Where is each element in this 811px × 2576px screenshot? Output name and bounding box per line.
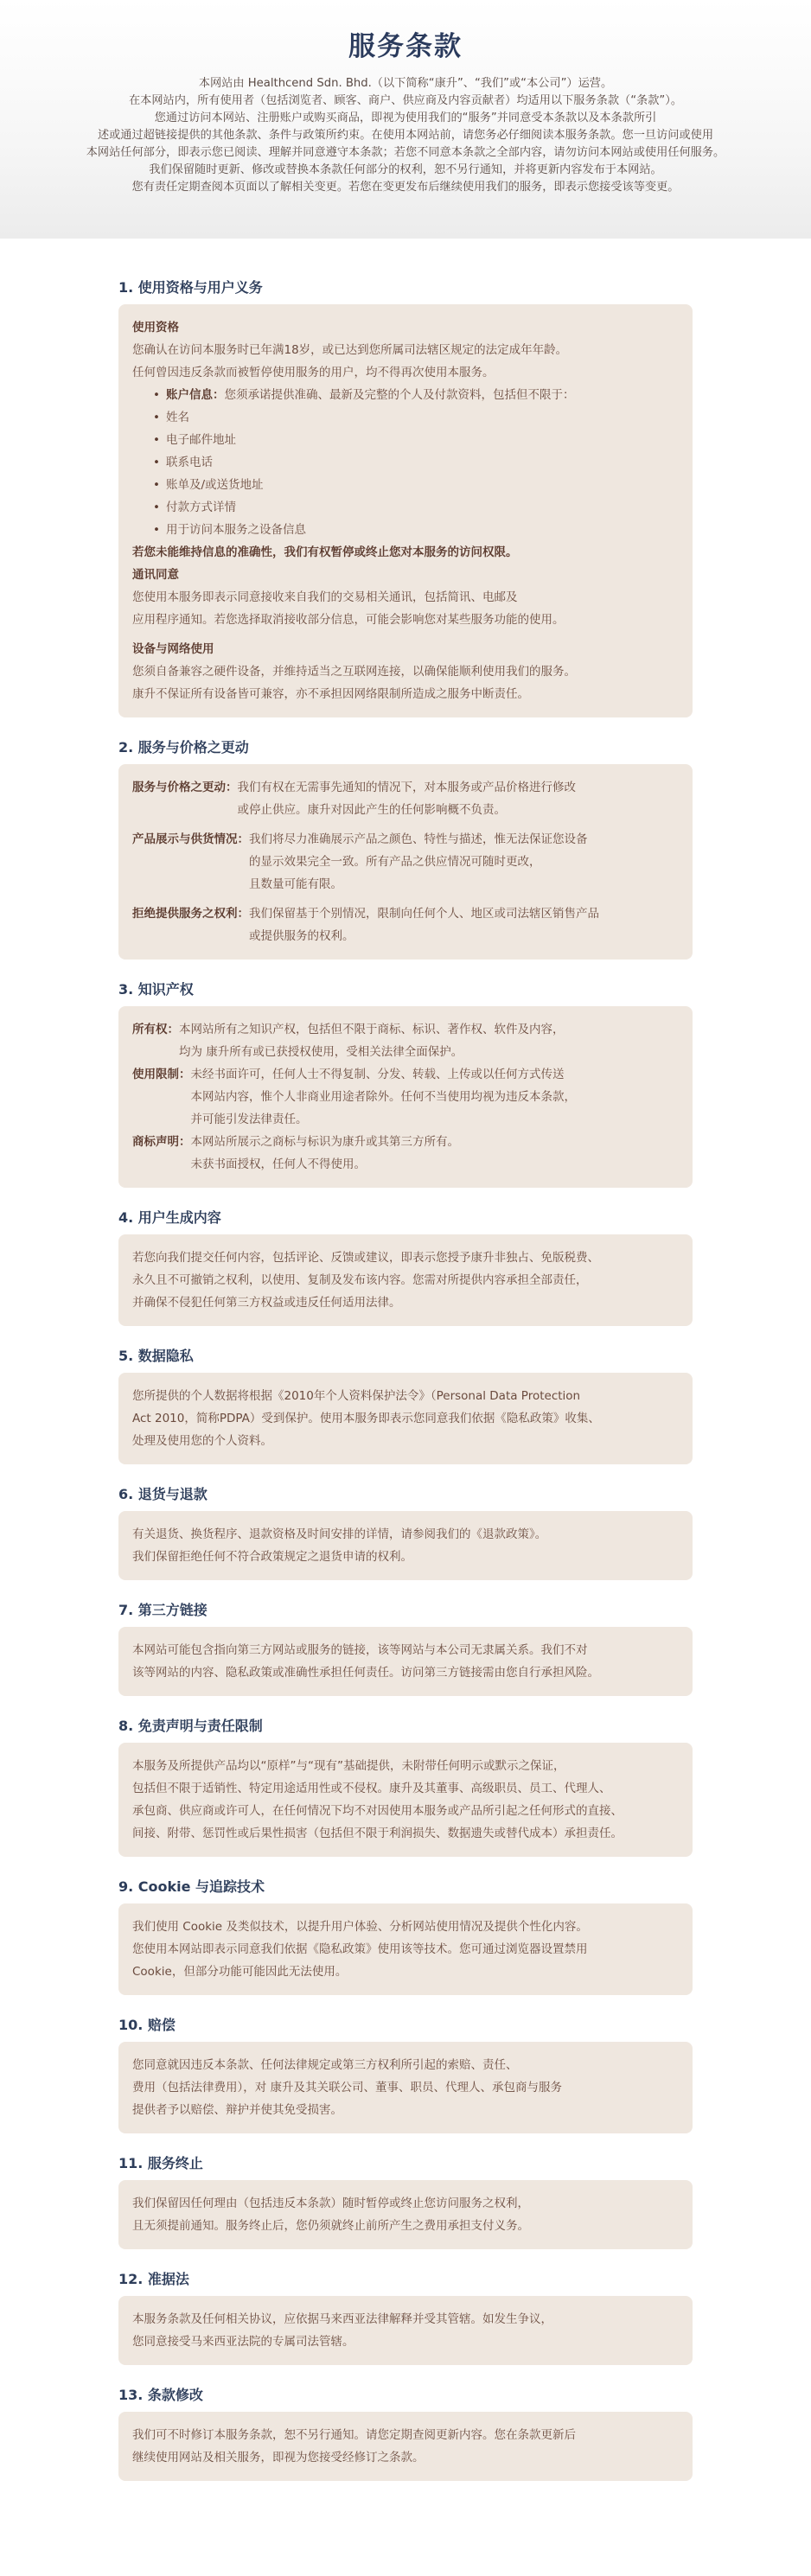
account-text: 您须承诺提供准确、最新及完整的个人及付款资料，包括但不限于： [224,388,575,402]
text-line: 我们使用 Cookie 及类似技术，以提升用户体验、分析网站使用情况及提供个性化内容。 [132,1920,588,1934]
section-indemnity [118,2014,693,2133]
text-line: 本网站所展示之商标与标识为康升或其第三方所有。 [190,1135,459,1149]
text-line: 本网站内容，惟个人非商业用途者除外。任何不当使用均视为违反本条款， [190,1090,576,1104]
section-service-changes [118,736,693,960]
text-line: 提供者予以赔偿、辩护并使其免受损害。 [132,2103,342,2117]
section-title: 1. 使用资格与用户义务 [118,279,263,296]
text-line: 任何曾因违反条款而被暂停使用服务的用户，均不得再次使用本服务。 [132,366,495,379]
text-line: 我们保留拒绝任何不符合政策规定之退货申请的权利。 [132,1550,412,1564]
section-disclaimer [118,1715,693,1857]
section-termination [118,2152,693,2249]
text-line: 间接、附带、惩罚性或后果性损害（包括但不限于利润损失、数据遗失或替代成本）承担责任。 [132,1827,623,1840]
text-line: 未经书面许可，任何人士不得复制、分发、转载、上传或以任何方式传送 [190,1068,565,1081]
section-title: 3. 知识产权 [118,981,194,998]
text-line: 的显示效果完全一致。所有产品之供应情况可随时更改， [249,855,541,869]
text-line: 您同意就因违反本条款、任何法律规定或第三方权利所引起的索赔、责任、 [132,2058,518,2072]
text-line: 您确认在访问本服务时已年满18岁，或已达到您所属司法辖区规定的法定成年年龄。 [132,343,568,357]
intro-line: 本网站任何部分，即表示您已阅读、理解并同意遵守本条款；若您不同意本条款之全部内容，请勿访问本网站或使用任何服务。 [86,146,725,159]
intro-line: 您有责任定期查阅本页面以了解相关变更。若您在变更发布后继续使用我们的服务，即表示您接受该等变更。 [131,181,680,194]
subheading: 使用资格 [132,321,179,335]
section-box [118,1743,693,1857]
list-item: • 用于访问本服务之设备信息 [153,519,679,541]
term-label: 使用限制： [132,1068,191,1081]
section-box [118,1627,693,1696]
section-title: 13. 条款修改 [118,2387,203,2403]
intro-paragraph [35,75,776,196]
section-title: 11. 服务终止 [118,2155,203,2171]
section-box [118,764,693,960]
section-title: 5. 数据隐私 [118,1348,194,1364]
text-line: 且无须提前通知。服务终止后，您仍须就终止前所产生之费用承担支付义务。 [132,2219,529,2233]
page-title: 服务条款 [348,31,463,62]
section-box [118,304,693,717]
section-amendments [118,2384,693,2481]
text-line: 您使用本服务即表示同意接收来自我们的交易相关通讯，包括简讯、电邮及 [132,590,518,604]
intro-line: 在本网站内，所有使用者（包括浏览者、顾客、商户、供应商及内容贡献者）均适用以下服务条款（“条款”）。 [128,94,683,107]
text-line: 处理及使用您的个人资料。 [132,1434,272,1448]
term-row [132,776,679,821]
text-line: 本网站可能包含指向第三方网站或服务的链接，该等网站与本公司无隶属关系。我们不对 [132,1643,588,1657]
list-item: • 联系电话 [153,451,679,474]
page-header [0,0,811,239]
section-title: 9. Cookie 与追踪技术 [118,1878,265,1895]
section-eligibility [118,277,693,717]
section-box [118,2180,693,2249]
list-item: • 付款方式详情 [153,496,679,519]
term-label: 拒绝提供服务之权利： [132,907,249,921]
text-line: 您须自备兼容之硬件设备，并维持适当之互联网连接，以确保能顺利使用我们的服务。 [132,665,576,679]
list-item: • 姓名 [153,406,679,429]
term-value [191,1063,680,1131]
text-line: 包括但不限于适销性、特定用途适用性或不侵权。康升及其董事、高级职员、员工、代理人、 [132,1782,611,1795]
section-cookies [118,1876,693,1995]
section-title: 6. 退货与退款 [118,1486,208,1502]
section-intellectual-property [118,979,693,1188]
section-user-content [118,1207,693,1326]
term-row [132,1018,679,1063]
term-value [191,1131,680,1176]
subheading: 通讯同意 [132,568,179,582]
intro-line: 您通过访问本网站、注册账户或购买商品，即视为使用我们的“服务”并同意受本条款以及本条款所引 [154,112,657,124]
intro-line: 述或通过超链接提供的其他条款、条件与政策所约束。在使用本网站前，请您务必仔细阅读本服务条款。您一旦访问或使用 [97,129,714,142]
text-line: 并确保不侵犯任何第三方权益或违反任何适用法律。 [132,1296,401,1310]
text-line: 本服务及所提供产品均以“原样”与“现有”基础提供，未附带任何明示或默示之保证， [132,1759,565,1773]
section-box [118,2412,693,2481]
list-item [153,384,679,406]
intro-line: 我们保留随时更新、修改或替换本条款任何部分的权利，恕不另行通知，并将更新内容发布于本网站。 [149,163,662,176]
text-line: 若您向我们提交任何内容，包括评论、反馈或建议，即表示您授予康升非独占、免版税费、 [132,1251,599,1265]
section-title: 8. 免责声明与责任限制 [118,1718,263,1734]
section-title: 4. 用户生成内容 [118,1209,221,1226]
section-box [118,1511,693,1580]
text-line: 或提供服务的权利。 [249,929,354,943]
term-row [132,902,679,947]
term-label: 所有权： [132,1023,179,1036]
text-line: 均为 康升所有或已获授权使用，受相关法律全面保护。 [179,1045,463,1059]
term-row [132,1131,679,1176]
text-line: 我们将尽力准确展示产品之颜色、特性与描述，惟无法保证您设备 [249,832,588,846]
section-governing-law [118,2268,693,2365]
section-box [118,1903,693,1995]
section-title: 2. 服务与价格之更动 [118,739,249,756]
list-item: • 电子邮件地址 [153,429,679,451]
intro-line: 本网站由 Healthcend Sdn. Bhd.（以下简称“康升”、“我们”或“本公司”）运营。 [198,77,613,90]
term-row [132,828,679,896]
text-line: Cookie，但部分功能可能因此无法使用。 [132,1965,348,1979]
text-line: 我们保留因任何理由（包括违反本条款）随时暂停或终止您访问服务之权利， [132,2197,529,2210]
terms-content [118,239,693,2576]
account-info-list [132,384,679,541]
text-line: 或停止供应。康升对因此产生的任何影响概不负责。 [237,803,506,817]
text-line: 您所提供的个人数据将根据《2010年个人资料保护法令》（Personal Data Protection [132,1389,581,1403]
text-line: 承包商、供应商或许可人，在任何情况下均不对因使用本服务或产品所引起之任何形式的直接、 [132,1804,623,1818]
text-line: 我们有权在无需事先通知的情况下，对本服务或产品价格进行修改 [237,781,576,794]
section-title: 7. 第三方链接 [118,1602,208,1618]
warning-text: 若您未能维持信息的准确性，我们有权暂停或终止您对本服务的访问权限。 [132,545,518,559]
text-line: 继续使用网站及相关服务，即视为您接受经修订之条款。 [132,2451,425,2464]
text-line: 应用程序通知。若您选择取消接收部分信息，可能会影响您对某些服务功能的使用。 [132,613,565,627]
text-line: 您同意接受马来西亚法院的专属司法管辖。 [132,2335,354,2349]
section-box [118,1234,693,1326]
term-label: 产品展示与供货情况： [132,832,249,846]
text-line: 该等网站的内容、隐私政策或准确性承担任何责任。访问第三方链接需由您自行承担风险。 [132,1666,599,1680]
text-line: 我们可不时修订本服务条款，恕不另行通知。请您定期查阅更新内容。您在条款更新后 [132,2428,576,2442]
text-line: 费用（包括法律费用），对 康升及其关联公司、董事、职员、代理人、承包商与服务 [132,2081,563,2095]
text-line: 您使用本网站即表示同意我们依据《隐私政策》使用该等技术。您可通过浏览器设置禁用 [132,1942,588,1956]
section-title: 10. 赔偿 [118,2017,176,2033]
list-item: • 账单及/或送货地址 [153,474,679,496]
account-label: 账户信息： [165,388,225,402]
text-line: 我们保留基于个别情况，限制向任何个人、地区或司法辖区销售产品 [249,907,599,921]
section-box [118,1373,693,1464]
text-line: 永久且不可撤销之权利，以使用、复制及发布该内容。您需对所提供内容承担全部责任， [132,1273,588,1287]
term-value [249,828,679,896]
term-row [132,1063,679,1131]
term-value [249,902,679,947]
text-line: 本网站所有之知识产权，包括但不限于商标、标识、著作权、软件及内容， [179,1023,565,1036]
term-label: 服务与价格之更动： [132,781,238,794]
text-line: 康升不保证所有设备皆可兼容，亦不承担因网络限制所造成之服务中断责任。 [132,687,529,701]
text-line: Act 2010，简称PDPA）受到保护。使用本服务即表示您同意我们依据《隐私政策》收集、 [132,1412,600,1425]
term-label: 商标声明： [132,1135,191,1149]
section-returns [118,1483,693,1580]
text-line: 且数量可能有限。 [249,877,342,891]
term-value [179,1018,679,1063]
text-line: 并可能引发法律责任。 [190,1113,308,1126]
section-box [118,1006,693,1188]
text-line: 未获书面授权，任何人不得使用。 [190,1157,366,1171]
section-data-privacy [118,1345,693,1464]
section-third-party-links [118,1599,693,1696]
text-line: 有关退货、换货程序、退款资格及时间安排的详情，请参阅我们的《退款政策》。 [132,1527,547,1541]
section-box [118,2296,693,2365]
subheading: 设备与网络使用 [132,642,214,656]
text-line: 本服务条款及任何相关协议，应依据马来西亚法律解释并受其管辖。如发生争议， [132,2312,552,2326]
section-title: 12. 准据法 [118,2271,189,2287]
section-box [118,2042,693,2133]
term-value [238,776,680,821]
